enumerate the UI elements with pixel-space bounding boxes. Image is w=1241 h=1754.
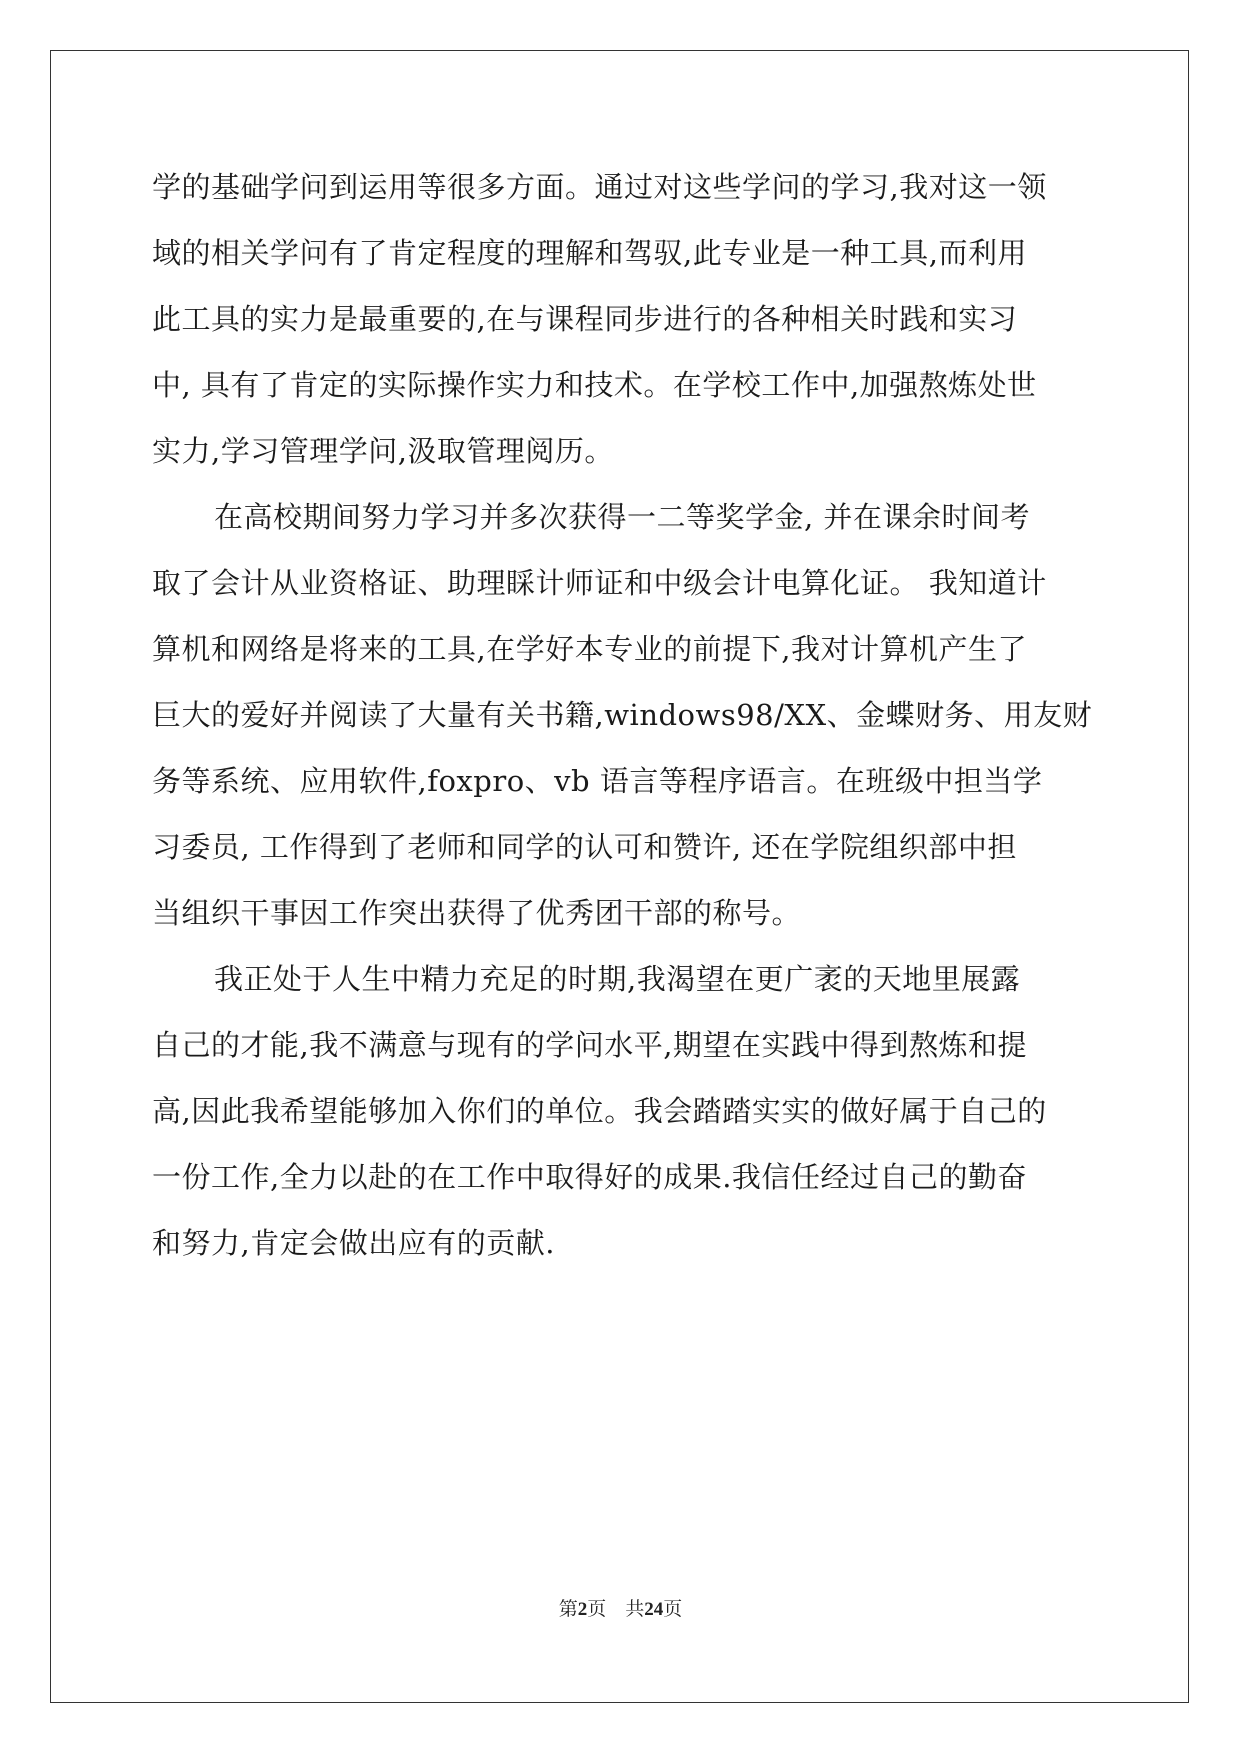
text-line: 务等系统、应用软件,foxpro、vb 语言等程序语言。在班级中担当学 (152, 764, 1043, 798)
text-line: 中, 具有了肯定的实际操作实力和技术。在学校工作中,加强熬炼处世 (152, 368, 1037, 402)
text-line: 此工具的实力是最重要的,在与课程同步进行的各种相关时践和实习 (152, 302, 1018, 336)
text-line: 一份工作,全力以赴的在工作中取得好的成果.我信任经过自己的勤奋 (152, 1160, 1027, 1194)
text-line: 实力,学习管理学问,汲取管理阅历。 (152, 434, 614, 468)
text-line: 巨大的爱好并阅读了大量有关书籍,windows98/XX、金蝶财务、用友财 (152, 698, 1093, 732)
text-line: 学的基础学问到运用等很多方面。通过对这些学问的学习,我对这一领 (152, 170, 1047, 204)
footer-page-number: 2 (577, 1599, 588, 1620)
footer-page-prefix: 第 (558, 1599, 578, 1620)
text-line: 和努力,肯定会做出应有的贡献. (152, 1226, 555, 1260)
footer-total-pages: 24 (644, 1599, 664, 1620)
text-line: 自己的才能,我不满意与现有的学问水平,期望在实践中得到熬炼和提 (152, 1028, 1027, 1062)
page-footer (0, 1594, 1241, 1621)
footer-total-prefix: 共 (625, 1599, 645, 1620)
text-line: 习委员, 工作得到了老师和同学的认可和赞许, 还在学院组织部中担 (152, 830, 1017, 864)
text-line: 取了会计从业资格证、助理睬计师证和中级会计电算化证。 我知道计 (152, 566, 1047, 600)
footer-total-suffix: 页 (663, 1599, 683, 1620)
text-line: 域的相关学问有了肯定程度的理解和驾驭,此专业是一种工具,而利用 (152, 236, 1027, 270)
text-line: 高,因此我希望能够加入你们的单位。我会踏踏实实的做好属于自己的 (152, 1094, 1047, 1128)
text-line: 我正处于人生中精力充足的时期,我渴望在更广袤的天地里展露 (214, 962, 1021, 996)
text-line: 算机和网络是将来的工具,在学好本专业的前提下,我对计算机产生了 (152, 632, 1027, 666)
document-body (152, 154, 1092, 1276)
text-line: 当组织干事因工作突出获得了优秀团干部的称号。 (152, 896, 802, 930)
text-line: 在高校期间努力学习并多次获得一二等奖学金, 并在课余时间考 (214, 500, 1030, 534)
footer-page-suffix: 页 (587, 1599, 607, 1620)
